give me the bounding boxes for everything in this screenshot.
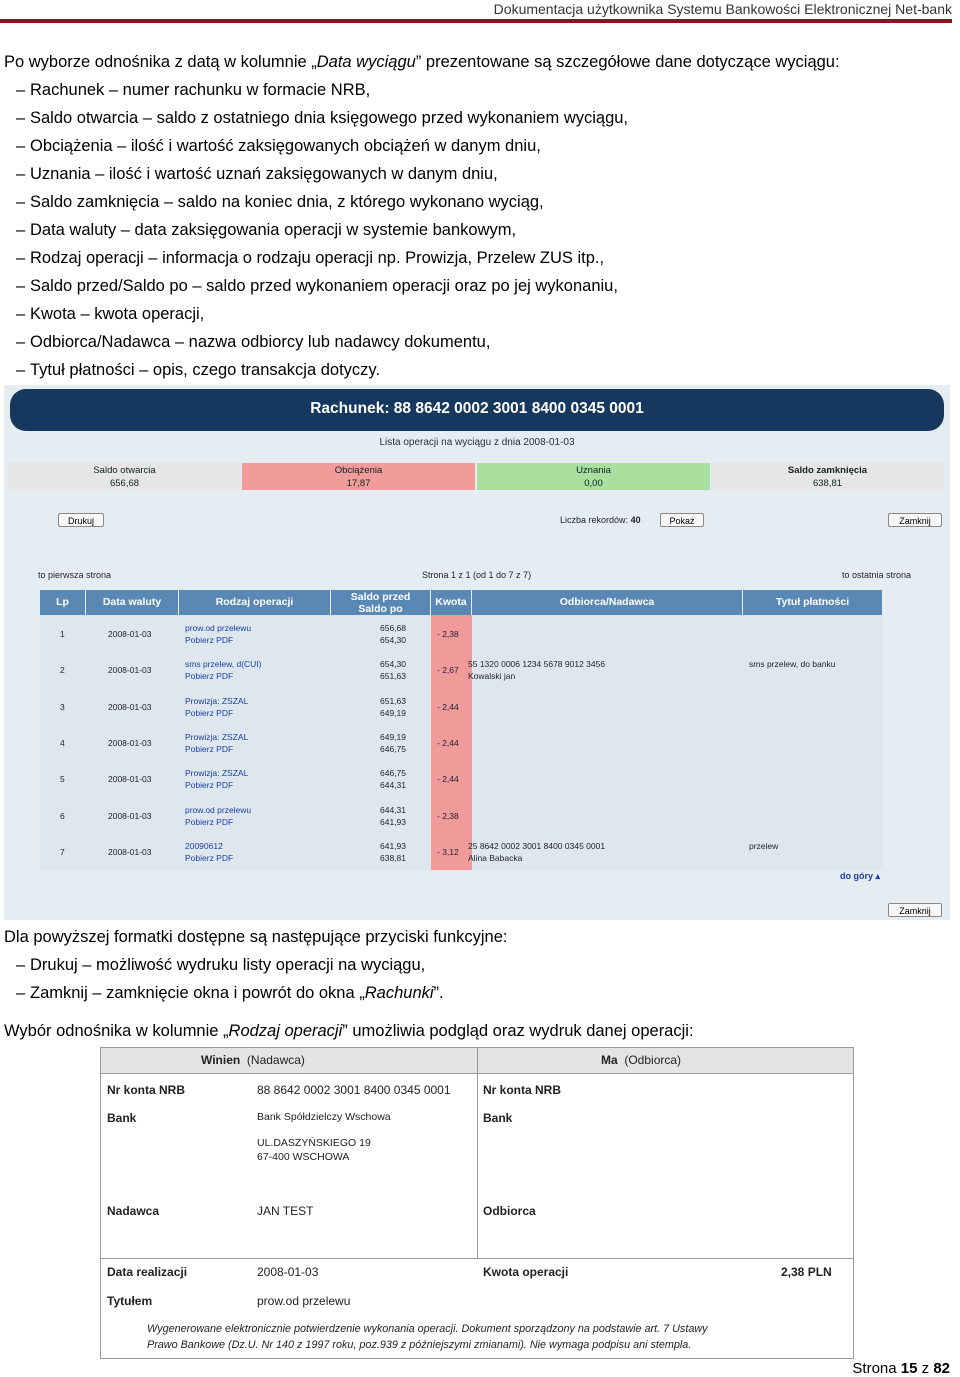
last-page-label: to ostatnia strona — [842, 570, 912, 580]
dash-icon: – — [16, 956, 26, 974]
row-balance-after: 644,31 — [380, 780, 406, 791]
operation-type-link[interactable]: 20090612 — [185, 840, 223, 851]
sender-label: Nadawca — [107, 1204, 160, 1218]
bullet-item: – Saldo otwarcia – saldo z ostatniego dnia księgowego przed wykonaniem wyciągu, — [16, 104, 628, 132]
operation-type-link[interactable]: prow.od przelewu — [185, 804, 252, 815]
col-balance-after: Saldo po — [358, 603, 403, 615]
statement-screenshot — [4, 385, 950, 920]
account-value-left: 88 8642 0002 3001 8400 0345 0001 — [257, 1083, 451, 1097]
dash-icon: – — [16, 277, 26, 295]
up-arrow-icon: ▴ — [875, 871, 881, 881]
receiver-label: Odbiorca — [483, 1204, 536, 1218]
close-button[interactable]: Zamknij — [888, 513, 942, 527]
bullet-item: – Kwota – kwota operacji, — [16, 300, 204, 328]
summary-box — [242, 463, 475, 490]
operation-type-link[interactable]: sms przelew, d(CUI) — [185, 659, 262, 670]
row-date: 2008-01-03 — [108, 629, 152, 639]
summary-label: Uznania — [576, 465, 611, 476]
download-pdf-link[interactable]: Pobierz PDF — [185, 780, 234, 791]
first-page-label: to pierwsza strona — [38, 570, 112, 580]
title-label: Tytułem — [107, 1294, 153, 1308]
summary-value: 17,87 — [346, 478, 371, 489]
row-amount: - 2,38 — [437, 629, 459, 639]
row-amount: - 2,44 — [437, 737, 459, 748]
print-button[interactable]: Drukuj — [58, 513, 104, 527]
account-title-bar — [10, 389, 944, 431]
col-party: Odbiorca/Nadawca — [472, 590, 743, 615]
document-header: Dokumentacja użytkownika Systemu Bankowości Elektronicznej Net-bank — [493, 1, 952, 17]
row-party-account: 55 1320 0006 1234 5678 9012 3456 — [468, 659, 606, 670]
confirmation-column-divider — [477, 1048, 478, 1258]
dash-icon: – — [16, 333, 26, 351]
statement-subtitle: Lista operacji na wyciągu z dnia 2008-01-03 — [379, 437, 575, 448]
bullet-item: – Uznania – ilość i wartość uznań zaksięgowanych w danym dniu, — [16, 160, 498, 188]
row-balance-before: 649,19 — [380, 731, 406, 742]
summary-box — [711, 463, 944, 490]
bullet-item: – Obciążenia – ilość i wartość zaksięgowanych obciążeń w danym dniu, — [16, 132, 541, 160]
row-balance-before: 641,93 — [380, 840, 406, 851]
dash-icon: – — [16, 361, 26, 379]
confirmation-note-1: Wygenerowane elektronicznie potwierdzenie wykonania operacji. Dokument sporządzony na podstawie art. 7 Ustawy — [147, 1323, 708, 1335]
row-balance-after: 649,19 — [380, 707, 406, 718]
summary-label: Saldo zamknięcia — [787, 465, 868, 476]
row-amount: - 2,44 — [437, 701, 459, 712]
operation-type-link[interactable]: Prowizja: ZSZAL — [185, 731, 249, 742]
row-date: 2008-01-03 — [108, 665, 152, 676]
operation-type-link[interactable]: Prowizja: ZSZAL — [185, 695, 249, 706]
row-balance-before: 651,63 — [380, 695, 406, 706]
confirmation-note-2: Prawo Bankowe (Dz.U. Nr 140 z 1997 roku, poz.939 z późniejszymi zmianami). Nie wymaga podpisu ani stempla. — [147, 1339, 692, 1351]
row-lp: 5 — [60, 774, 65, 785]
row-amount: - 3,12 — [437, 846, 459, 857]
records-value: 40 — [630, 515, 641, 525]
row-date: 2008-01-03 — [108, 774, 152, 785]
summary-value: 0,00 — [584, 478, 603, 489]
row-date: 2008-01-03 — [108, 810, 152, 821]
download-pdf-link[interactable]: Pobierz PDF — [185, 671, 234, 682]
row-balance-before: 646,75 — [380, 768, 406, 779]
dash-icon: – — [16, 165, 26, 183]
row-amount: - 2,67 — [437, 665, 459, 676]
table-row — [40, 766, 883, 802]
operation-type-link[interactable]: Prowizja: ZSZAL — [185, 768, 249, 779]
bullet-item: – Odbiorca/Nadawca – nazwa odbiorcy lub nadawcy dokumentu, — [16, 328, 490, 356]
table-row — [40, 730, 883, 766]
row-balance-after: 651,63 — [380, 671, 406, 682]
row-balance-after: 646,75 — [380, 743, 406, 754]
bullet-item: – Saldo przed/Saldo po – saldo przed wykonaniem operacji oraz po jej wykonaniu, — [16, 272, 618, 300]
buttons-intro: Dla powyższej formatki dostępne są następujące przyciski funkcyjne: — [4, 928, 508, 946]
row-lp: 1 — [60, 629, 65, 639]
operations-table-body — [40, 615, 883, 870]
page-info: Strona 1 z 1 (od 1 do 7 z 7) — [422, 570, 532, 580]
col-title: Tytuł płatności — [743, 590, 883, 615]
debit-side-heading: Winien (Nadawca) — [201, 1053, 305, 1067]
table-row — [40, 657, 883, 693]
col-date: Data waluty — [86, 590, 179, 615]
amount-value: 2,38 PLN — [781, 1265, 832, 1279]
table-row — [40, 694, 883, 730]
page-number: 15 — [900, 1360, 918, 1377]
table-row — [40, 803, 883, 839]
download-pdf-link[interactable]: Pobierz PDF — [185, 635, 234, 645]
row-lp: 4 — [60, 737, 65, 748]
account-label-right: Nr konta NRB — [483, 1083, 562, 1097]
date-label: Data realizacji — [107, 1265, 188, 1279]
row-amount: - 2,44 — [437, 774, 459, 785]
row-party-name: Kowalski jan — [468, 671, 516, 682]
address-line-1: UL.DASZYŃSKIEGO 19 — [257, 1137, 371, 1149]
col-balance — [331, 590, 431, 615]
summary-label: Saldo otwarcia — [93, 465, 156, 476]
dash-icon: – — [16, 221, 26, 239]
account-number: Rachunek: 88 8642 0002 3001 8400 0345 0001 — [310, 400, 644, 417]
credit-side-heading: Ma (Odbiorca) — [601, 1053, 682, 1067]
records-label: Liczba rekordów: 40 — [560, 515, 641, 525]
page-total: 82 — [933, 1360, 950, 1377]
page-footer: Strona 15 z 82 — [852, 1360, 950, 1377]
confirmation-row-divider — [101, 1258, 853, 1259]
dash-icon: – — [16, 81, 26, 99]
button-description-item: – Drukuj – możliwość wydruku listy operacji na wyciągu, — [16, 951, 425, 979]
dash-icon: – — [16, 193, 26, 211]
address-line-2: 67-400 WSCHOWA — [257, 1151, 350, 1163]
header-divider — [0, 19, 952, 23]
col-amount: Kwota — [431, 590, 472, 615]
table-row — [40, 839, 883, 875]
row-title: sms przelew, do banku — [749, 659, 836, 670]
dash-icon: – — [16, 137, 26, 155]
bullet-item: – Rodzaj operacji – informacja o rodzaju operacji np. Prowizja, Przelew ZUS itp., — [16, 244, 604, 272]
summary-label: Obciążenia — [334, 465, 383, 476]
row-amount: - 2,38 — [437, 810, 459, 821]
row-lp: 3 — [60, 701, 65, 712]
operation-type-link[interactable]: prow.od przelewu — [185, 623, 252, 633]
row-lp: 6 — [60, 810, 65, 821]
row-date: 2008-01-03 — [108, 737, 152, 748]
row-balance-before: 644,31 — [380, 804, 406, 815]
dash-icon: – — [16, 109, 26, 127]
bank-label-left: Bank — [107, 1111, 137, 1125]
download-pdf-link[interactable]: Pobierz PDF — [185, 852, 234, 863]
button-description-item: – Zamknij – zamknięcie okna i powrót do okna „Rachunki”. — [16, 979, 444, 1007]
summary-value: 656,68 — [109, 478, 140, 489]
show-button[interactable]: Pokaż — [660, 513, 704, 527]
row-party-account: 25 8642 0002 3001 8400 0345 0001 — [468, 840, 606, 851]
title-value: prow.od przelewu — [257, 1294, 351, 1308]
col-type: Rodzaj operacji — [179, 590, 331, 615]
row-balance-before: 656,68 — [380, 623, 406, 633]
operations-table-header — [40, 590, 883, 615]
dash-icon: – — [16, 984, 26, 1002]
row-date: 2008-01-03 — [108, 701, 152, 712]
row-balance-after: 638,81 — [380, 852, 406, 863]
bullet-item: – Rachunek – numer rachunku w formacie NRB, — [16, 76, 370, 104]
row-title: przelew — [749, 840, 779, 851]
row-balance-after: 654,30 — [380, 635, 406, 645]
download-pdf-link[interactable]: Pobierz PDF — [185, 743, 234, 754]
download-pdf-link[interactable]: Pobierz PDF — [185, 707, 234, 718]
download-pdf-link[interactable]: Pobierz PDF — [185, 816, 234, 827]
bullet-item: – Saldo zamknięcia – saldo na koniec dnia, z którego wykonano wyciąg, — [16, 188, 544, 216]
sender-value: JAN TEST — [257, 1204, 314, 1218]
dash-icon: – — [16, 305, 26, 323]
summary-box — [8, 463, 241, 490]
bank-label-right: Bank — [483, 1111, 513, 1125]
operation-intro: Wybór odnośnika w kolumnie „Rodzaj operacji” umożliwia podgląd oraz wydruk danej operacji: — [4, 1022, 694, 1040]
intro-paragraph: Po wyborze odnośnika z datą w kolumnie „Data wyciągu” prezentowane są szczegółowe dane dotyczące wyciągu: — [4, 53, 840, 71]
operation-confirmation-screenshot — [100, 1047, 854, 1359]
close-button-bottom[interactable]: Zamknij — [888, 903, 942, 917]
summary-value: 638,81 — [812, 478, 843, 489]
summary-box — [477, 463, 710, 490]
row-balance-after: 641,93 — [380, 816, 406, 827]
bullet-item: – Data waluty – data zaksięgowania operacji w systemie bankowym, — [16, 216, 516, 244]
table-row — [40, 621, 883, 657]
col-lp: Lp — [40, 590, 86, 615]
row-date: 2008-01-03 — [108, 846, 152, 857]
row-balance-before: 654,30 — [380, 659, 406, 670]
date-value: 2008-01-03 — [257, 1265, 319, 1279]
row-lp: 7 — [60, 846, 65, 857]
bullet-item: – Tytuł płatności – opis, czego transakcja dotyczy. — [16, 356, 380, 384]
col-balance-before: Saldo przed — [350, 591, 411, 603]
amount-label: Kwota operacji — [483, 1265, 569, 1279]
row-party-name: Alina Babacka — [468, 852, 523, 863]
dash-icon: – — [16, 249, 26, 267]
bank-value-left: Bank Spółdzielczy Wschowa — [257, 1111, 391, 1123]
back-to-top-link[interactable]: do góry ▴ — [840, 871, 881, 881]
row-lp: 2 — [60, 665, 65, 676]
account-label-left: Nr konta NRB — [107, 1083, 186, 1097]
